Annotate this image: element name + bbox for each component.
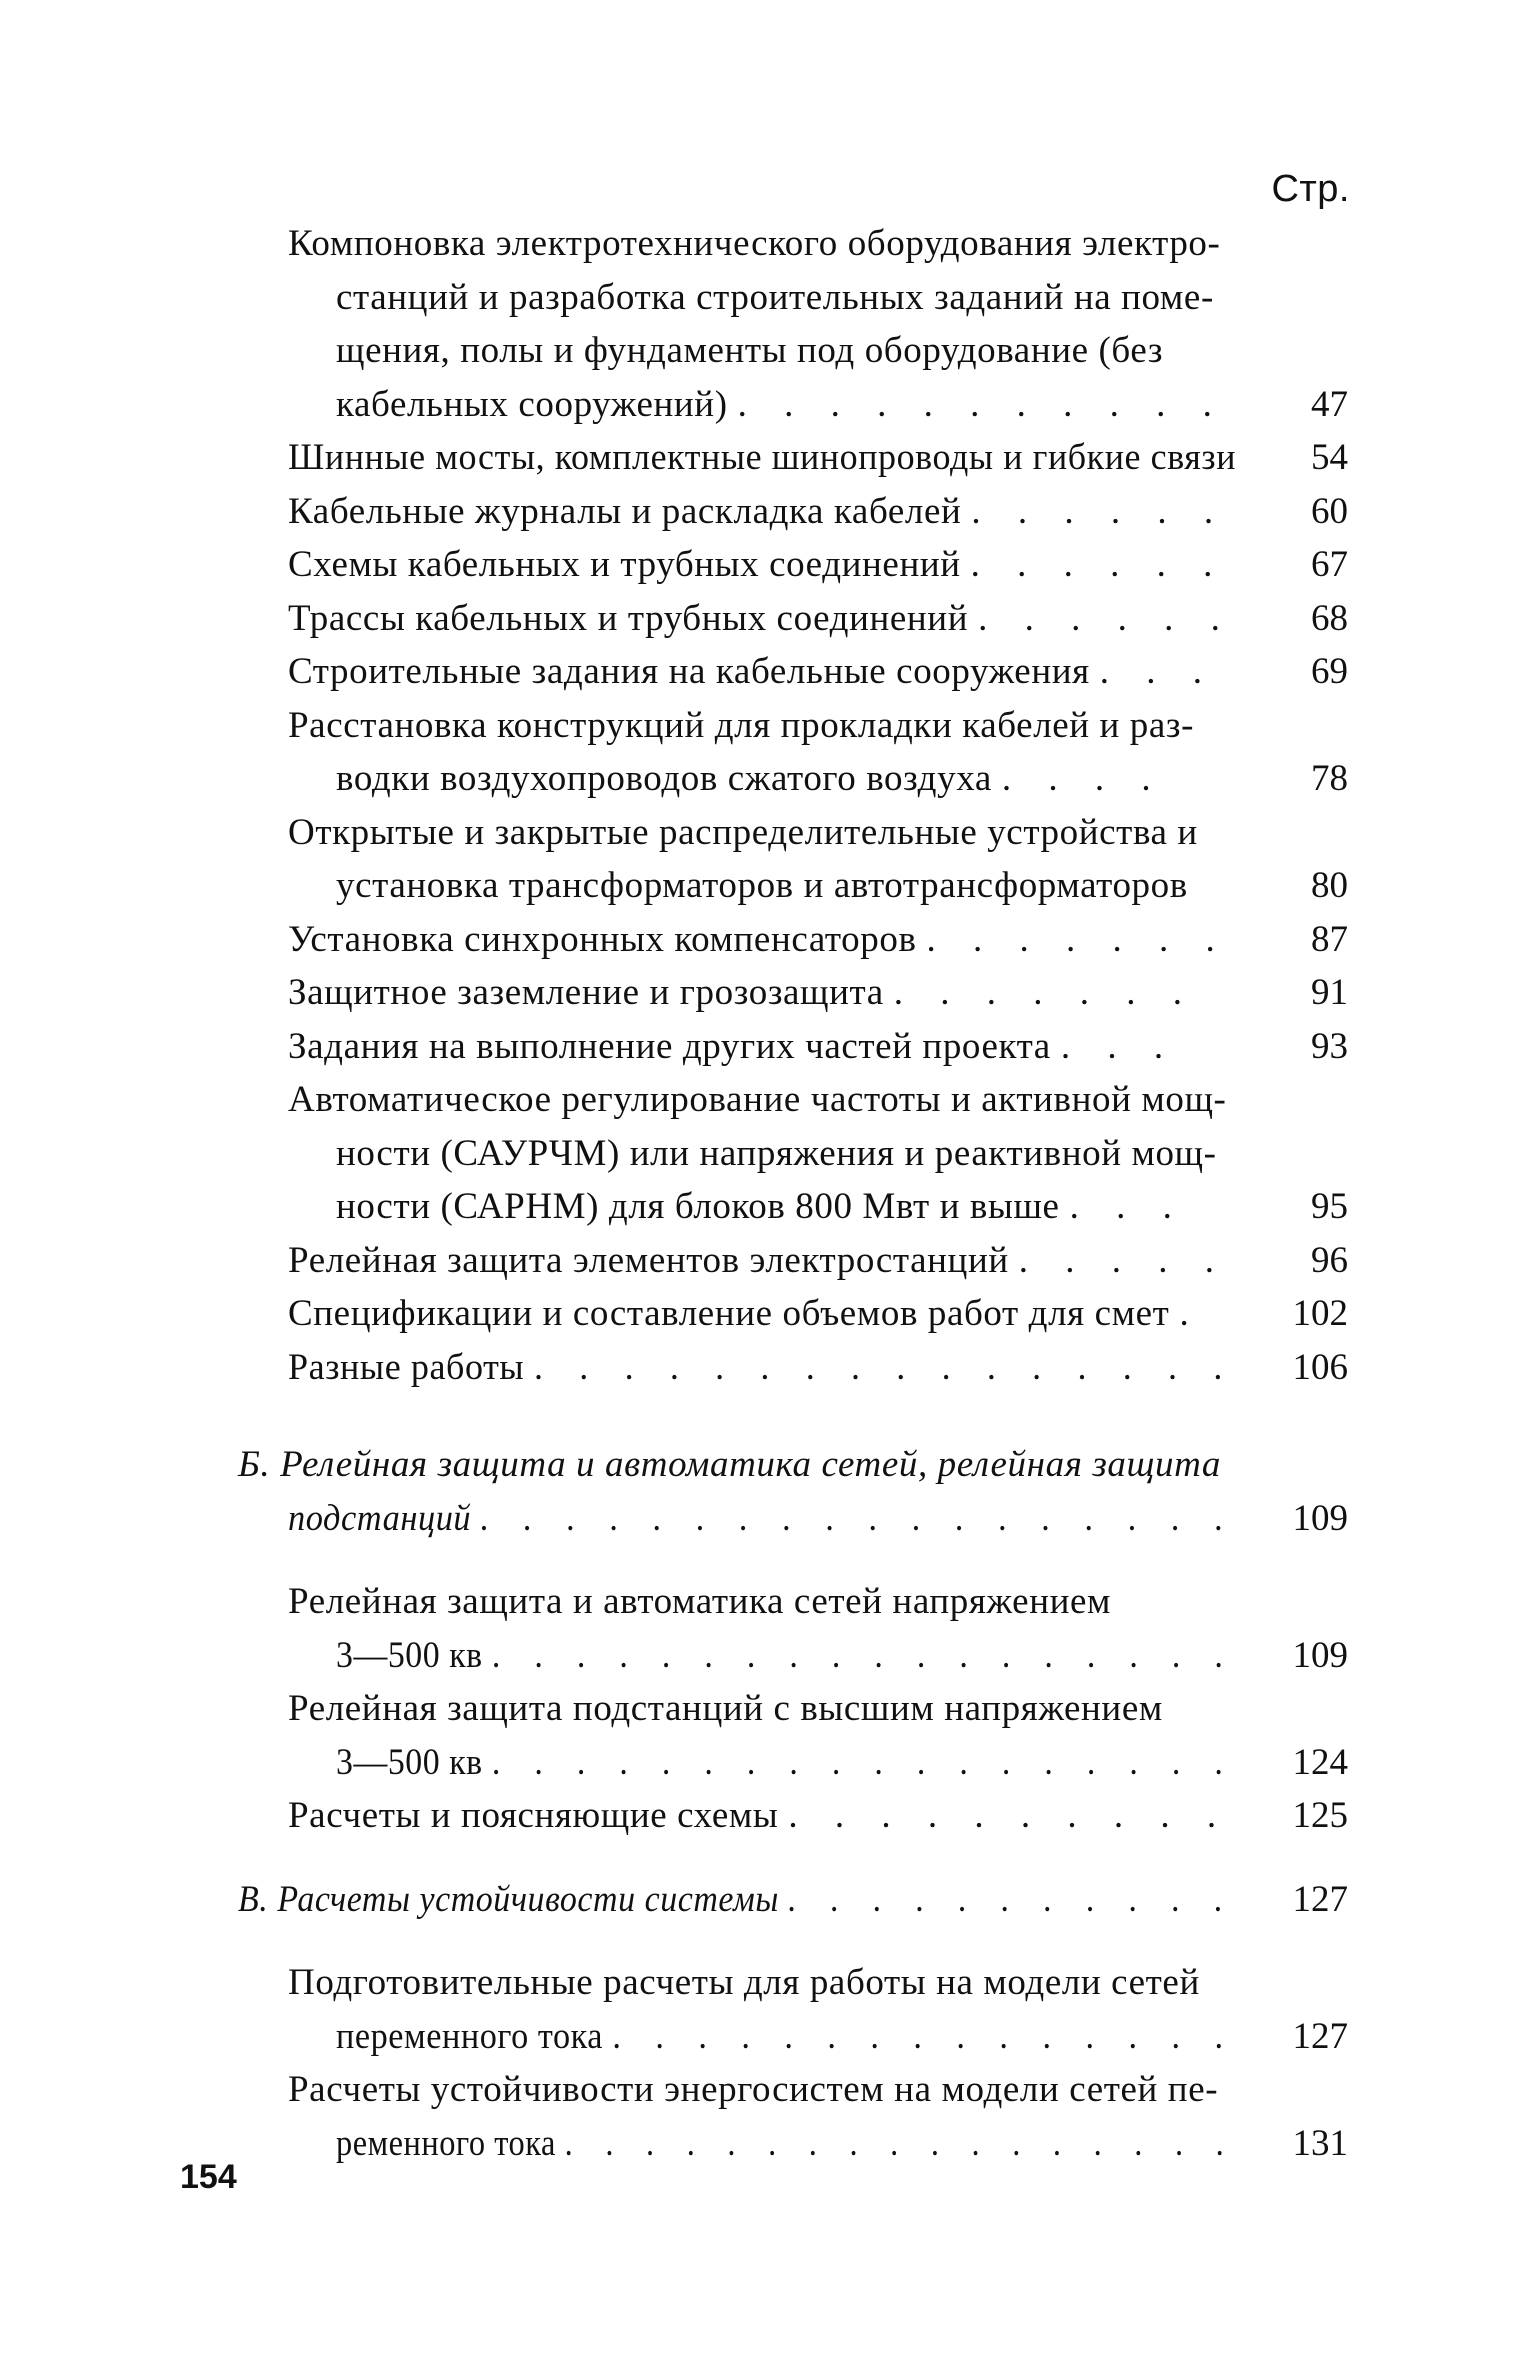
toc-entry-line	[336, 1634, 1236, 1678]
toc-entry-text: Трассы кабельных и трубных соединений	[288, 597, 969, 639]
toc-entry-text: Б. Релейная защита и автоматика сетей, релейная защита	[238, 1444, 1221, 1485]
toc-entry-text: щения, полы и фундаменты под оборудование (без	[336, 330, 1164, 371]
toc-leader-dots: . . . . . . . . . . .	[788, 1878, 1236, 1920]
toc-page-number: 102	[1292, 1293, 1348, 1334]
toc-entry-text: 3—500 кв	[336, 1634, 483, 1676]
toc-entry-line	[238, 1878, 1236, 1922]
toc-leader-dots: . . . . . . . . . . . . . . . . . .	[491, 1741, 1236, 1783]
toc-page-number: 69	[1311, 651, 1348, 692]
toc-entry-line	[288, 1239, 1228, 1283]
toc-page-number: 67	[1311, 544, 1348, 585]
toc-entry-text: Установка синхронных компенсаторов	[288, 918, 917, 960]
toc-entry-text: Строительные задания на кабельные сооружения	[288, 651, 1090, 692]
toc-entry-text: подстанций	[288, 1497, 472, 1539]
toc-entry-line	[288, 1580, 1111, 1624]
toc-leader-dots: . . . . . .	[971, 490, 1228, 532]
toc-entry-line	[336, 276, 1214, 320]
toc-leader-dots: . . . . . . . . . . . . . . .	[612, 2015, 1236, 2057]
toc-leader-dots: . . . . . . . . . . . . . . . . . .	[480, 1497, 1237, 1539]
toc-entry-text: кабельных сооружений)	[336, 383, 728, 425]
toc-page-number: 96	[1311, 1239, 1348, 1281]
toc-entry-line	[288, 1961, 1200, 2005]
toc-page-number: 109	[1292, 1634, 1348, 1676]
toc-entry-line	[336, 383, 1226, 427]
toc-entry-line	[288, 1078, 1226, 1122]
toc-entry-text: Релейная защита элементов электростанций	[288, 1239, 1009, 1281]
toc-entry-line	[288, 1687, 1163, 1731]
toc-entry-text: Релейная защита подстанций с высшим напряжением	[288, 1688, 1163, 1729]
toc-leader-dots: . . . . . .	[978, 597, 1234, 639]
toc-entry-text: Разные работы	[288, 1346, 525, 1388]
toc-leader-dots: . . . . . . .	[926, 918, 1229, 960]
toc-entry-text: водки воздухопроводов сжатого воздуха	[336, 758, 992, 799]
toc-entry-line	[336, 2015, 1236, 2059]
toc-entry-text: Открытые и закрытые распределительные устройства и	[288, 811, 1198, 853]
toc-page-number: 124	[1292, 1741, 1348, 1783]
toc-entry-text: переменного тока	[336, 2015, 604, 2057]
toc-entry-text: Расчеты устойчивости энергосистем на модели сетей пе-	[288, 2069, 1219, 2110]
toc-leader-dots: . . .	[1069, 1186, 1186, 1227]
toc-entry-text: Задания на выполнение других частей проекта	[288, 1025, 1051, 1067]
toc-page-number: 95	[1311, 1186, 1348, 1227]
toc-entry-line	[288, 650, 1216, 694]
toc-leader-dots: . . . . . . . . . . . . . . . .	[533, 1346, 1236, 1388]
toc-leader-dots: . . . . . . . . . . . . . . . . .	[564, 2122, 1236, 2164]
toc-entry-text: Кабельные журналы и раскладка кабелей	[288, 490, 962, 532]
toc-entry-line	[288, 918, 1229, 962]
toc-page-number: 87	[1311, 918, 1348, 960]
toc-page-number: 91	[1311, 972, 1348, 1013]
toc-entry-line	[288, 1346, 1236, 1390]
toc-entry-text: установка трансформаторов и автотрансформаторов	[336, 865, 1188, 906]
toc-leader-dots: . . .	[1060, 1025, 1178, 1067]
toc-leader-dots: . . . . . . . . . . .	[737, 383, 1226, 425]
toc-leader-dots: . . . . . . . . . . . . . . . . . .	[491, 1634, 1236, 1676]
toc-entry-line	[288, 543, 1226, 587]
toc-entry-text: Автоматическое регулирование частоты и активной мощ-	[288, 1079, 1227, 1120]
toc-entry-line	[336, 757, 1165, 801]
toc-page-number: 125	[1292, 1795, 1348, 1836]
toc-entry-line	[288, 490, 1227, 534]
toc-entry-line	[288, 704, 1194, 748]
toc-entry-line	[288, 811, 1198, 855]
toc-page-number: 106	[1292, 1346, 1348, 1388]
toc-leader-dots: . . . . . . . . . .	[788, 1795, 1231, 1836]
page-column-header: Стр.	[1271, 168, 1350, 210]
toc-entry-text: Спецификации и составление объемов работ для смет	[288, 1293, 1170, 1334]
toc-entry-line	[288, 597, 1234, 641]
toc-page-number: 80	[1311, 865, 1348, 906]
toc-entry-text: В. Расчеты устойчивости системы	[238, 1878, 779, 1920]
toc-entry-line	[336, 1185, 1186, 1229]
toc-entry-line	[336, 1741, 1236, 1785]
toc-entry-line	[336, 864, 1188, 908]
toc-entry-text: Релейная защита и автоматика сетей напряжением	[288, 1581, 1112, 1622]
toc-leader-dots: .	[1179, 1293, 1203, 1334]
toc-entry-line	[288, 1292, 1203, 1336]
toc-page-number: 93	[1311, 1025, 1348, 1067]
toc-leader-dots: . . . . .	[1018, 1239, 1228, 1281]
toc-page-number: 54	[1311, 437, 1348, 478]
toc-leader-dots: . . . . . .	[970, 544, 1227, 585]
toc-page-number: 47	[1311, 383, 1348, 425]
toc-entry-text: станций и разработка строительных заданий на поме-	[336, 276, 1214, 318]
toc-entry-line	[288, 436, 1236, 480]
toc-entry-text: 3—500 кв	[336, 1741, 483, 1783]
toc-entry-text: Расстановка конструкций для прокладки кабелей и раз-	[288, 704, 1195, 746]
toc-leader-dots: . . . .	[1001, 758, 1165, 799]
toc-entry-text: ности (САРНМ) для блоков 800 Мвт и выше	[336, 1186, 1060, 1227]
page-number: 154	[180, 2158, 237, 2196]
toc-page-number: 68	[1311, 597, 1348, 639]
toc-entry-text: ременного тока	[336, 2122, 556, 2164]
toc-page-number: 127	[1292, 1878, 1348, 1920]
toc-leader-dots: . . .	[1099, 651, 1216, 692]
toc-entry-line	[288, 1025, 1177, 1069]
toc-entry-line	[238, 1443, 1221, 1487]
toc-entry-text: Защитное заземление и грозозащита	[288, 972, 884, 1013]
toc-page-number: 131	[1292, 2122, 1348, 2164]
toc-entry-line	[288, 1794, 1230, 1838]
toc-page-number: 127	[1292, 2015, 1348, 2057]
toc-entry-text: ности (САУРЧМ) или напряжения и реактивной мощ-	[336, 1132, 1217, 1174]
toc-page-number: 60	[1311, 490, 1348, 532]
toc-leader-dots: . . . . . . .	[893, 972, 1197, 1013]
toc-entry-line	[336, 2122, 1236, 2166]
toc-entry-line	[336, 329, 1163, 373]
toc-entry-text: Расчеты и поясняющие схемы	[288, 1795, 779, 1836]
toc-entry-line	[288, 1497, 1236, 1541]
toc-page-number: 78	[1311, 758, 1348, 799]
toc-entry-line	[288, 2068, 1218, 2112]
toc-entry-text: Компоновка электротехнического оборудования электро-	[288, 223, 1221, 264]
toc-entry-text: Шинные мосты, комплектные шинопроводы и гибкие связи	[288, 437, 1237, 478]
toc-entry-line	[288, 971, 1196, 1015]
toc-entry-line	[288, 222, 1220, 266]
toc-entry-text: Подготовительные расчеты для работы на модели сетей	[288, 1962, 1200, 2003]
toc-entry-text: Схемы кабельных и трубных соединений	[288, 544, 961, 585]
toc-page-number: 109	[1292, 1497, 1348, 1539]
toc-entry-line	[336, 1132, 1217, 1176]
